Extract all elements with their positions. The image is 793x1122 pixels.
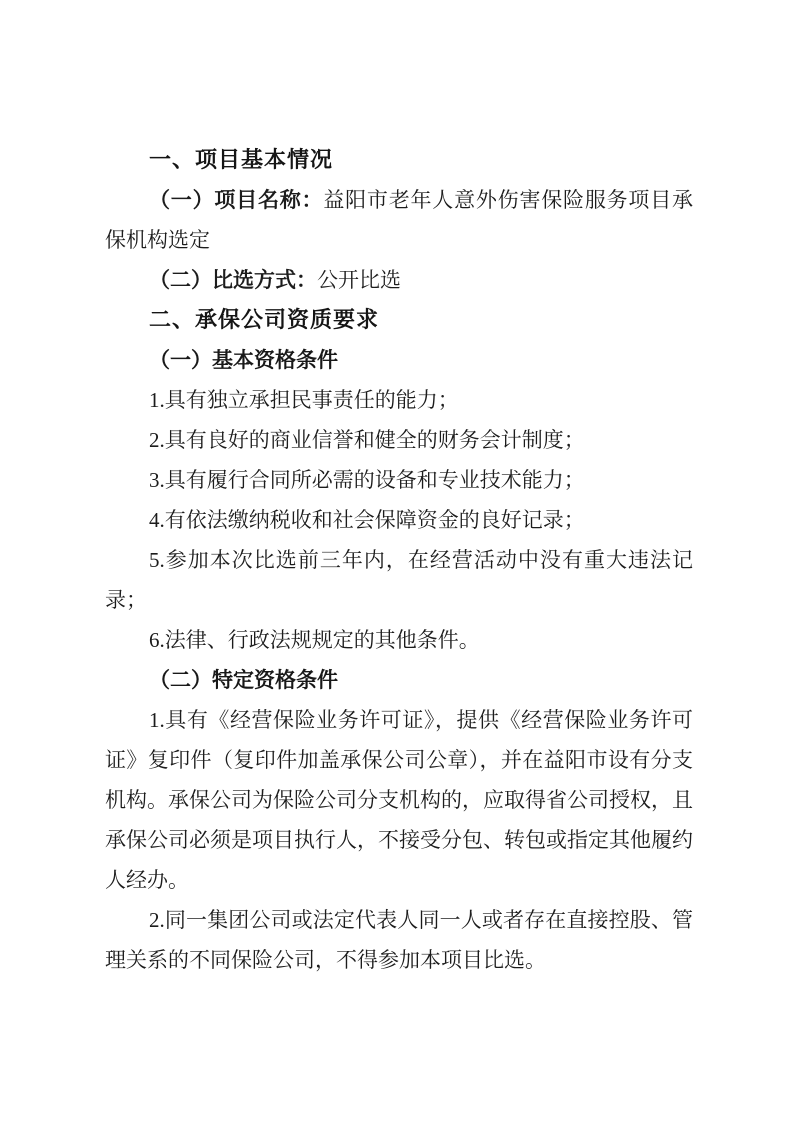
project-name-label: （一）项目名称： [149, 188, 324, 212]
basic-item-1: 1.具有独立承担民事责任的能力； [149, 388, 459, 412]
selection-method-value: 公开比选 [317, 268, 401, 292]
basic-item-6: 6.法律、行政法规规定的其他条件。 [149, 628, 480, 652]
basic-item-4: 4.有依法缴纳税收和社会保障资金的良好记录； [149, 508, 585, 532]
section-2-heading: 二、承保公司资质要求 [149, 307, 380, 332]
project-name-value: 益阳市老年人意外伤害保险服务项目承保机构选定 [105, 188, 694, 252]
basic-qualifications-subheading: （一）基本资格条件 [149, 348, 338, 372]
basic-item-3: 3.具有履行合同所必需的设备和专业技术能力； [149, 468, 585, 492]
basic-item-2: 2.具有良好的商业信誉和健全的财务会计制度； [149, 428, 585, 452]
para-project-name [105, 180, 693, 260]
specific-qualifications-subheading: （二）特定资格条件 [149, 668, 338, 692]
selection-method-label: （二）比选方式： [149, 268, 317, 292]
basic-item-5: 5.参加本次比选前三年内，在经营活动中没有重大违法记录； [105, 548, 693, 612]
specific-item-1: 1.具有《经营保险业务许可证》，提供《经营保险业务许可证》复印件（复印件加盖承保公司公章），并在益阳市设有分支机构。承保公司为保险公司分支机构的，应取得省公司授权，且承保公司必须是项目执行人，不接受分包、转包或指定其他履约人经办。 [105, 708, 693, 892]
section-1-heading: 一、项目基本情况 [149, 147, 334, 172]
para-selection-method [105, 260, 693, 300]
specific-item-2: 2.同一集团公司或法定代表人同一人或者存在直接控股、管理关系的不同保险公司，不得参加本项目比选。 [105, 908, 693, 972]
